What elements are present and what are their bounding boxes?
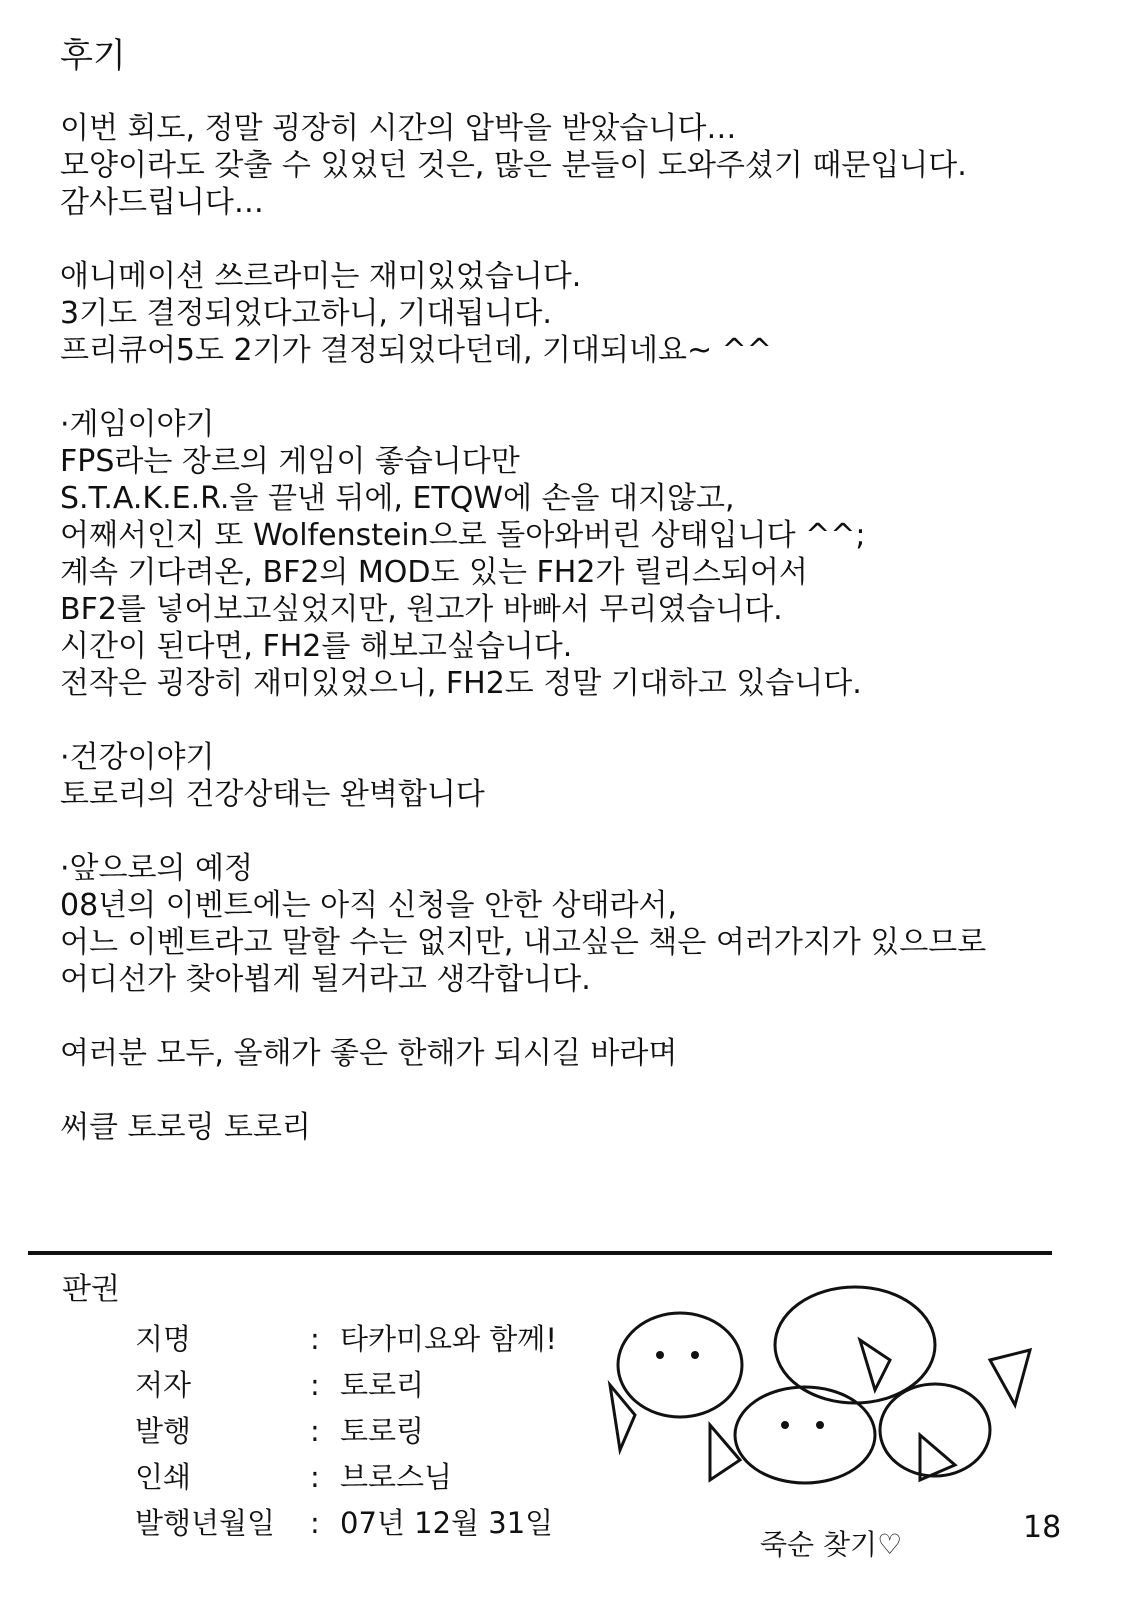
text-line: 감사드립니다…	[60, 185, 264, 220]
colophon-value: 토로리	[340, 1368, 425, 1402]
text-line: 시간이 된다면, FH2를 해보고싶습니다.	[60, 629, 573, 664]
colophon-separator: :	[310, 1460, 320, 1494]
text-line: ·앞으로의 예정	[60, 851, 253, 886]
colophon-separator: :	[310, 1414, 320, 1448]
paragraph-gap	[60, 1072, 1100, 1109]
colophon-label: 발행	[135, 1414, 192, 1448]
blob-character	[880, 1384, 990, 1476]
text-line: ·건강이야기	[60, 740, 215, 775]
text-line: 계속 기다려온, BF2의 MOD도 있는 FH2가 릴리스되어서	[60, 555, 808, 590]
colophon-separator: :	[310, 1368, 320, 1402]
colophon-table	[135, 1316, 557, 1546]
colophon-title: 판권	[62, 1272, 120, 1307]
text-line: 전작은 굉장히 재미있었으니, FH2도 정말 기대하고 있습니다.	[60, 666, 862, 701]
afterword-body	[60, 110, 1100, 1146]
colophon-value: 07년 12월 31일	[340, 1506, 554, 1540]
colophon-label: 지명	[135, 1322, 192, 1356]
text-line: 써클 토로링 토로리	[60, 1110, 311, 1145]
paragraph-gap	[60, 813, 1100, 850]
text-line: 08년의 이벤트에는 아직 신청을 안한 상태라서,	[60, 888, 678, 923]
bamboo-shoot-characters-illustration	[590, 1285, 1050, 1515]
text-line: 어디선가 찾아뵙게 될거라고 생각합니다.	[60, 962, 591, 997]
text-line: 모양이라도 갖출 수 있었던 것은, 많은 분들이 도와주셨기 때문입니다.	[60, 148, 967, 183]
text-line: 어느 이벤트라고 말할 수는 없지만, 내고싶은 책은 여러가지가 있으므로	[60, 925, 987, 960]
text-line: 3기도 결정되었다고하니, 기대됩니다.	[60, 296, 552, 331]
paragraph-gap	[60, 369, 1100, 406]
text-line: 애니메이션 쓰르라미는 재미있었습니다.	[60, 259, 582, 294]
paragraph-gap	[60, 221, 1100, 258]
colophon-row	[135, 1454, 557, 1500]
text-line: FPS라는 장르의 게임이 좋습니다만	[60, 444, 520, 479]
blob-character	[775, 1287, 935, 1403]
colophon-value: 타카미요와 함께!	[340, 1322, 557, 1356]
text-line: 이번 회도, 정말 굉장히 시간의 압박을 받았습니다…	[60, 111, 737, 146]
colophon-label: 발행년월일	[135, 1506, 276, 1540]
page-number: 18	[1023, 1510, 1062, 1545]
colophon-value: 브로스님	[340, 1460, 453, 1494]
bamboo-shoot-icon	[990, 1350, 1030, 1405]
colophon-separator: :	[310, 1322, 320, 1356]
text-line: ·게임이야기	[60, 407, 215, 442]
colophon-row	[135, 1362, 557, 1408]
text-line: 여러분 모두, 올해가 좋은 한해가 되시길 바라며	[60, 1036, 678, 1071]
colophon-row	[135, 1500, 557, 1546]
colophon-row	[135, 1316, 557, 1362]
colophon-label: 인쇄	[135, 1460, 192, 1494]
colophon-label: 저자	[135, 1368, 192, 1402]
colophon-value: 토로링	[340, 1414, 425, 1448]
illustration-caption: 죽순 찾기♡	[760, 1528, 903, 1561]
colophon-row	[135, 1408, 557, 1454]
text-line: 토로리의 건강상태는 완벽합니다	[60, 777, 485, 812]
text-line: S.T.A.K.E.R.을 끝낸 뒤에, ETQW에 손을 대지않고,	[60, 481, 735, 516]
text-line: 어째서인지 또 Wolfenstein으로 돌아와버린 상태입니다 ^^;	[60, 518, 866, 553]
blob-character	[735, 1387, 875, 1483]
page-title: 후기	[60, 36, 126, 76]
colophon-separator: :	[310, 1506, 320, 1540]
text-line: BF2를 넣어보고싶었지만, 원고가 바빠서 무리였습니다.	[60, 592, 783, 627]
text-line: 프리큐어5도 2기가 결정되었다던데, 기대되네요~ ^^	[60, 333, 772, 368]
divider	[28, 1251, 1052, 1255]
bamboo-shoot-icon	[610, 1385, 635, 1450]
paragraph-gap	[60, 998, 1100, 1035]
paragraph-gap	[60, 702, 1100, 739]
blob-character	[618, 1313, 742, 1417]
bamboo-shoot-icon	[860, 1340, 890, 1390]
